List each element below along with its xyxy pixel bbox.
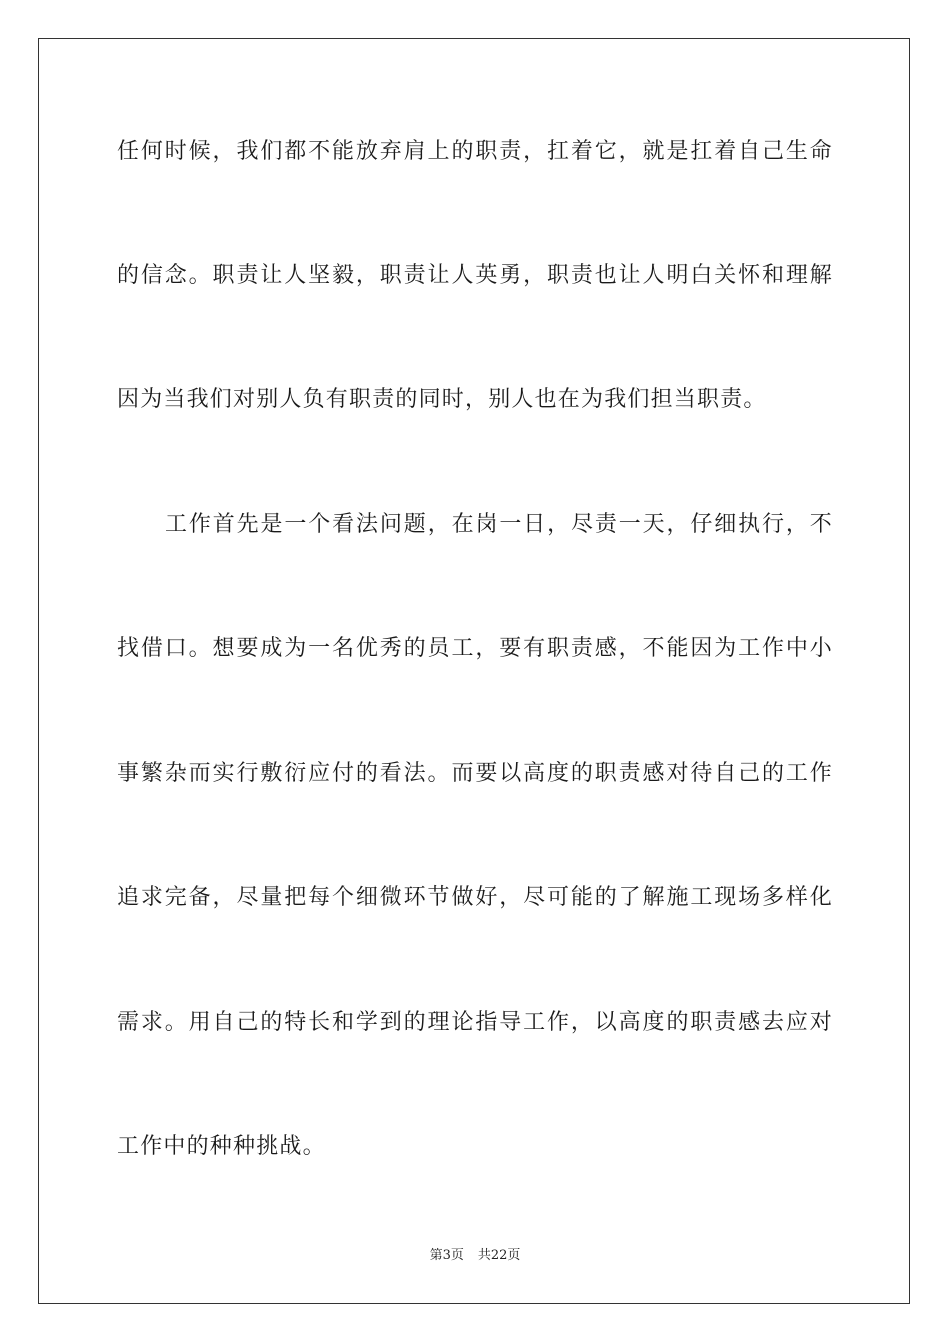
text-line-2: 的信念。职责让人坚毅，职责让人英勇，职责也让人明白关怀和理解	[117, 263, 833, 288]
text-line-8: 需求。用自己的特长和学到的理论指导工作，以高度的职责感去应对	[117, 1010, 833, 1035]
text-line-4: 工作首先是一个看法问题，在岗一日，尽责一天，仔细执行，不	[165, 512, 833, 537]
text-line-5: 找借口。想要成为一名优秀的员工，要有职责感，不能因为工作中小	[117, 636, 833, 661]
text-line-6: 事繁杂而实行敷衍应付的看法。而要以高度的职责感对待自己的工作	[117, 761, 833, 786]
page-total: 共22页	[477, 1248, 521, 1263]
text-line-7: 追求完备，尽量把每个细微环节做好，尽可能的了解施工现场多样化	[117, 885, 833, 910]
page-border	[38, 38, 910, 1304]
text-line-9: 工作中的种种挑战。	[117, 1134, 326, 1159]
page-number: 第3页	[429, 1248, 464, 1263]
text-line-1: 任何时候，我们都不能放弃肩上的职责，扛着它，就是扛着自己生命	[117, 139, 833, 164]
page-footer	[0, 1247, 950, 1265]
text-line-3: 因为当我们对别人负有职责的同时，别人也在为我们担当职责。	[117, 387, 767, 412]
